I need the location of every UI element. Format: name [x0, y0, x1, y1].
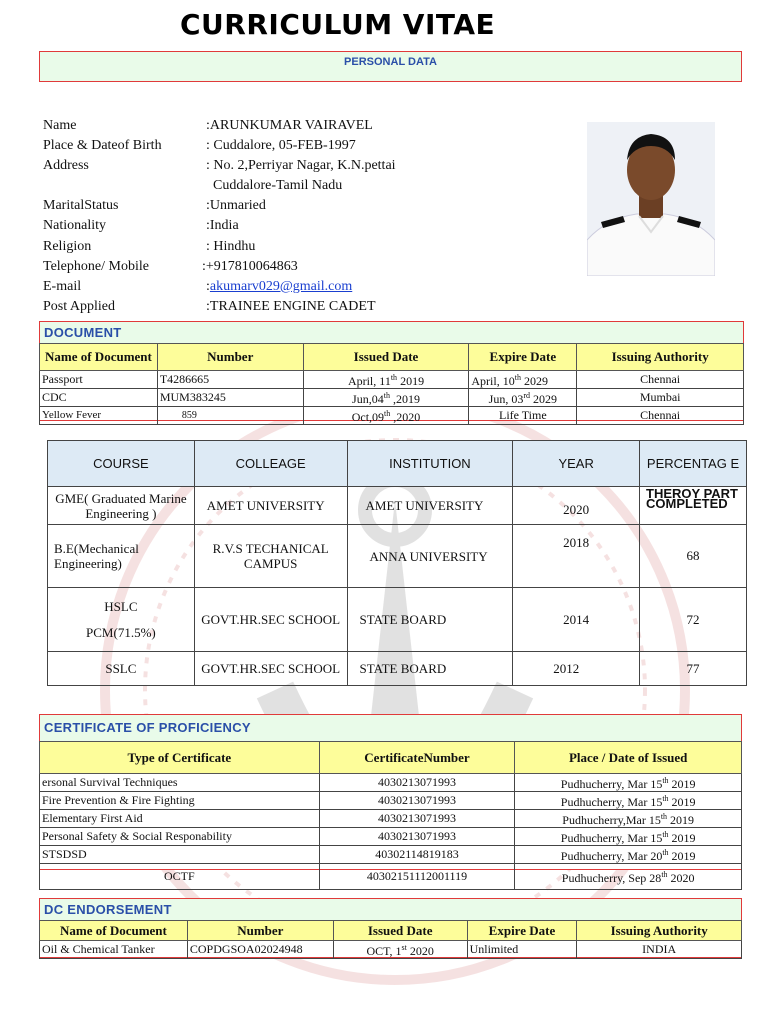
dce-table-header: Name of Document Number Issued Date Expire Date Issuing Authority: [40, 921, 742, 941]
education-table-header: COURSE COLLEAGE INSTITUTION YEAR PERCENTAG E: [48, 441, 747, 487]
pd-row: Cuddalore-Tamil Nadu: [206, 178, 343, 194]
pd-row: Address : No. 2,Perriyar Nagar, K.N.pettai: [43, 158, 396, 174]
profile-photo: [587, 122, 715, 276]
personal-data-banner: PERSONAL DATA: [39, 51, 742, 82]
pd-row: Religion : Hindhu: [43, 238, 256, 254]
document-heading: DOCUMENT: [40, 322, 743, 344]
pd-row: Place & Dateof Birth : Cuddalore, 05-FEB-1997: [43, 138, 356, 154]
cop-table: [39, 741, 742, 890]
table-row: Elementary First Aid 4030213071993 Pudhucherry,Mar 15th 2019: [40, 810, 742, 828]
pd-row: Name :ARUNKUMAR VAIRAVEL: [43, 118, 373, 133]
table-row: Passport T4286665 April, 11th 2019 April, 10th 2029 Chennai: [40, 371, 744, 389]
table-row: CDC MUM383245 Jun,04th ,2019 Jun, 03rd 2029 Mumbai: [40, 389, 744, 407]
table-row: Fire Prevention & Fire Fighting 4030213071993 Pudhucherry, Mar 15th 2019: [40, 792, 742, 810]
document-table-header: Name of Document Number Issued Date Expire Date Issuing Authority: [40, 344, 744, 371]
table-row: B.E(Mechanical Engineering) R.V.S TECHANICAL CAMPUS ANNA UNIVERSITY 2018 68: [48, 525, 747, 588]
pd-row: MaritalStatus :Unmaried: [43, 198, 266, 214]
table-row: Personal Safety & Social Responability 4030213071993 Pudhucherry, Mar 15th 2019: [40, 828, 742, 846]
cop-table-header: Type of Certificate CertificateNumber Place / Date of Issued: [40, 742, 742, 774]
personal-data: [43, 116, 396, 317]
table-row: Yellow Fever 859 Oct,09th ,2020 Life Time Chennai: [40, 407, 744, 425]
table-row: SSLC GOVT.HR.SEC SCHOOL STATE BOARD 2012 77: [48, 652, 747, 686]
table-row: OCTF 40302151112001119 Pudhucherry, Sep 28th 2020: [40, 864, 742, 890]
table-row: GME( Graduated Marine Engineering ) AMET UNIVERSITY AMET UNIVERSITY 2020 THEROY PART COMPLETED: [48, 487, 747, 525]
cop-heading: CERTIFICATE OF PROFICIENCY: [40, 715, 741, 742]
pd-row: E-mail : akumarv029@gmail.com: [43, 277, 396, 297]
dce-heading: DC ENDORSEMENT: [40, 899, 741, 921]
dce-table: [39, 920, 742, 959]
table-row: Oil & Chemical Tanker COPDGSOA02024948 OCT, 1st 2020 Unlimited INDIA: [40, 941, 742, 959]
table-row: HSLC PCM(71.5%) GOVT.HR.SEC SCHOOL STATE BOARD 2014 72: [48, 588, 747, 652]
pd-row: Post Applied :TRAINEE ENGINE CADET: [43, 298, 376, 314]
cv-title: CURRICULUM VITAE: [180, 8, 496, 41]
document-table: [39, 343, 744, 425]
pd-row: Nationality :India: [43, 218, 239, 234]
pd-row: Telephone/ Mobile :+917810064863: [43, 258, 298, 274]
table-row: STSDSD 40302114819183 Pudhucherry, Mar 20th 2019: [40, 846, 742, 864]
email-link[interactable]: akumarv029@gmail.com: [209, 278, 353, 294]
education-table: [47, 440, 747, 686]
table-row: ersonal Survival Techniques 4030213071993 Pudhucherry, Mar 15th 2019: [40, 774, 742, 792]
